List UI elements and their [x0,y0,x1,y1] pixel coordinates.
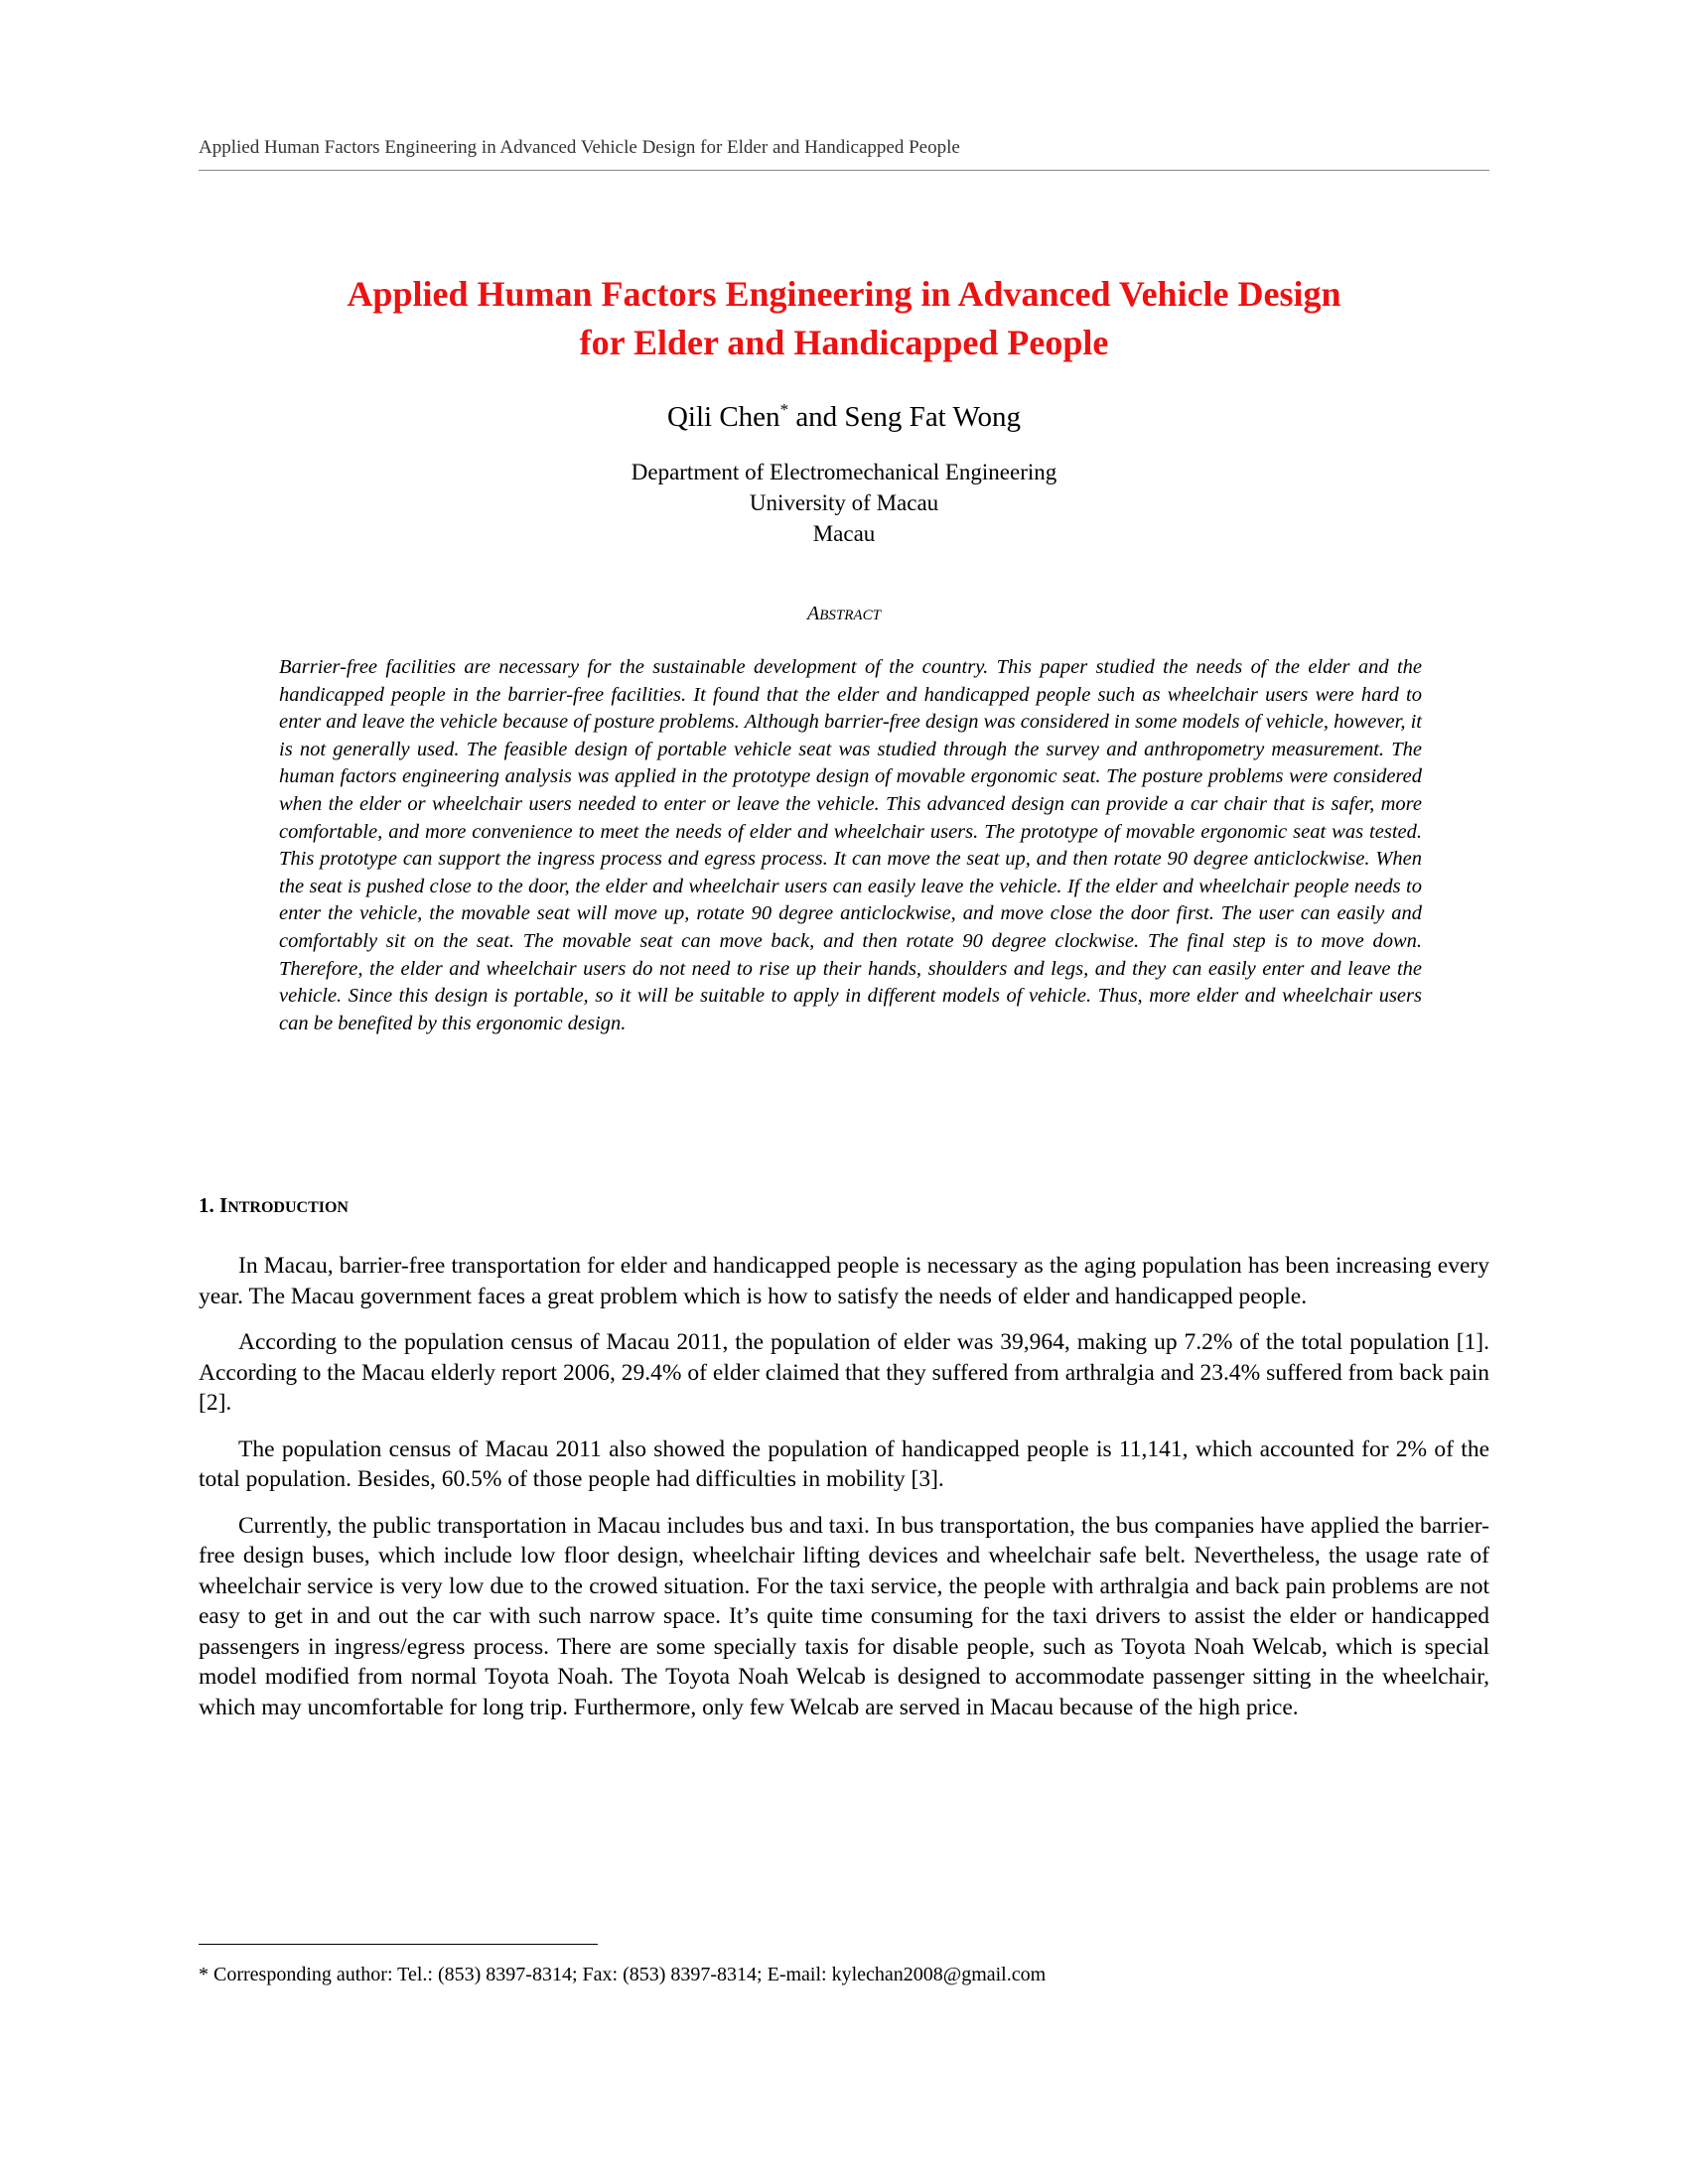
affiliation [199,457,1489,549]
abstract-text: Barrier-free facilities are necessary for the sustainable development of the country. This paper studied the needs of the elder and the handicapped people in the barrier-free facilities. It found that the elder and handicapped people such as wheelchair users were hard to enter and leave the vehicle because of posture problems. Although barrier-free design was considered in some models of vehicle, however, it is not generally used. The feasible design of portable vehicle seat was studied through the survey and anthropometry measurement. The human factors engineering analysis was applied in the prototype design of movable ergonomic seat. The posture problems were considered when the elder or wheelchair users needed to enter or leave the vehicle. This advanced design can provide a car chair that is safer, more comfortable, and more convenience to meet the needs of elder and wheelchair users. The prototype of movable ergonomic seat was tested. This prototype can support the ingress process and egress process. It can move the seat up, and then rotate 90 degree anticlockwise. When the seat is pushed close to the door, the elder and wheelchair users can easily leave the vehicle. If the elder and wheelchair people needs to enter the vehicle, the movable seat will move up, rotate 90 degree anticlockwise, and move close the door first. The user can easily and comfortably sit on the seat. The movable seat can move back, and then rotate 90 degree clockwise. The final step is to move down. Therefore, the elder and wheelchair users do not need to rise up their hands, shoulders and legs, and they can easily enter and leave the vehicle. Since this design is portable, so it will be suitable to apply in different models of vehicle. Thus, more elder and wheelchair users can be benefited by this ergonomic design. [279,656,1422,1034]
section-heading-introduction [199,1193,993,1218]
body-paragraph: Currently, the public transportation in Macau includes bus and taxi. In bus transportation, the bus companies have applied the barrier-free design buses, which include low floor design, wheelchair lifting devices and wheelchair safe belt. Nevertheless, the usage rate of wheelchair service is very low due to the crowed situation. For the taxi service, the people with arthralgia and back pain problems are not easy to get in and out the car with such narrow space. It’s quite time consuming for the taxi drivers to assist the elder or handicapped passengers in ingress/egress process. There are some specially taxis for disable people, such as Toyota Noah Welcab, which is special model modified from normal Toyota Noah. The Toyota Noah Welcab is designed to accommodate passenger sitting in the wheelchair, which may uncomfortable for long trip. Furthermore, only few Welcab are served in Macau because of the high price. [199,1512,1489,1720]
abstract-heading-initial: A [807,603,820,624]
author-list [199,400,1489,434]
body-paragraph: According to the population census of Macau 2011, the population of elder was 39,964, making up 7.2% of the total population [1]. According to the Macau elderly report 2006, 29.4% of elder claimed that they suffered from arthralgia and 23.4% suffered from back pain [2]. [199,1329,1489,1416]
author-rest: and Seng Fat Wong [788,401,1022,433]
abstract-heading-rest: BSTRACT [819,608,881,623]
body-paragraph: In Macau, barrier-free transportation for elder and handicapped people is necessary as the aging population has been increasing every year. The Macau government faces a great problem which is how to satisfy the needs of elder and handicapped people. [199,1253,1489,1309]
introduction-body [199,1251,1489,1738]
affiliation-university: University of Macau [749,490,939,515]
section-heading-rest: NTRODUCTION [227,1199,349,1216]
corresponding-author-mark: * [779,400,789,419]
section-heading-initial: I [219,1193,228,1217]
running-header: Applied Human Factors Engineering in Advanced Vehicle Design for Elder and Handicapped People [199,137,960,158]
paper-title [199,270,1489,367]
abstract-heading [199,603,1489,625]
body-paragraph: The population census of Macau 2011 also showed the population of handicapped people is 11,141, which accounted for 2% of the total population. Besides, 60.5% of those people had difficulties in mobility [3]. [199,1435,1489,1492]
paper-title-line-2: for Elder and Handicapped People [579,323,1109,362]
section-number: 1. [199,1193,219,1217]
footnote-corresponding-author: * Corresponding author: Tel.: (853) 8397-8314; Fax: (853) 8397-8314; E-mail: kylechan2008@gmail.com [199,1964,1047,1985]
affiliation-city: Macau [812,521,876,546]
affiliation-department: Department of Electromechanical Engineering [631,460,1057,484]
author-first: Qili Chen [666,401,780,433]
footnote-rule [199,1944,598,1945]
header-rule [199,170,1489,171]
paper-title-line-1: Applied Human Factors Engineering in Advanced Vehicle Design [347,274,1341,314]
